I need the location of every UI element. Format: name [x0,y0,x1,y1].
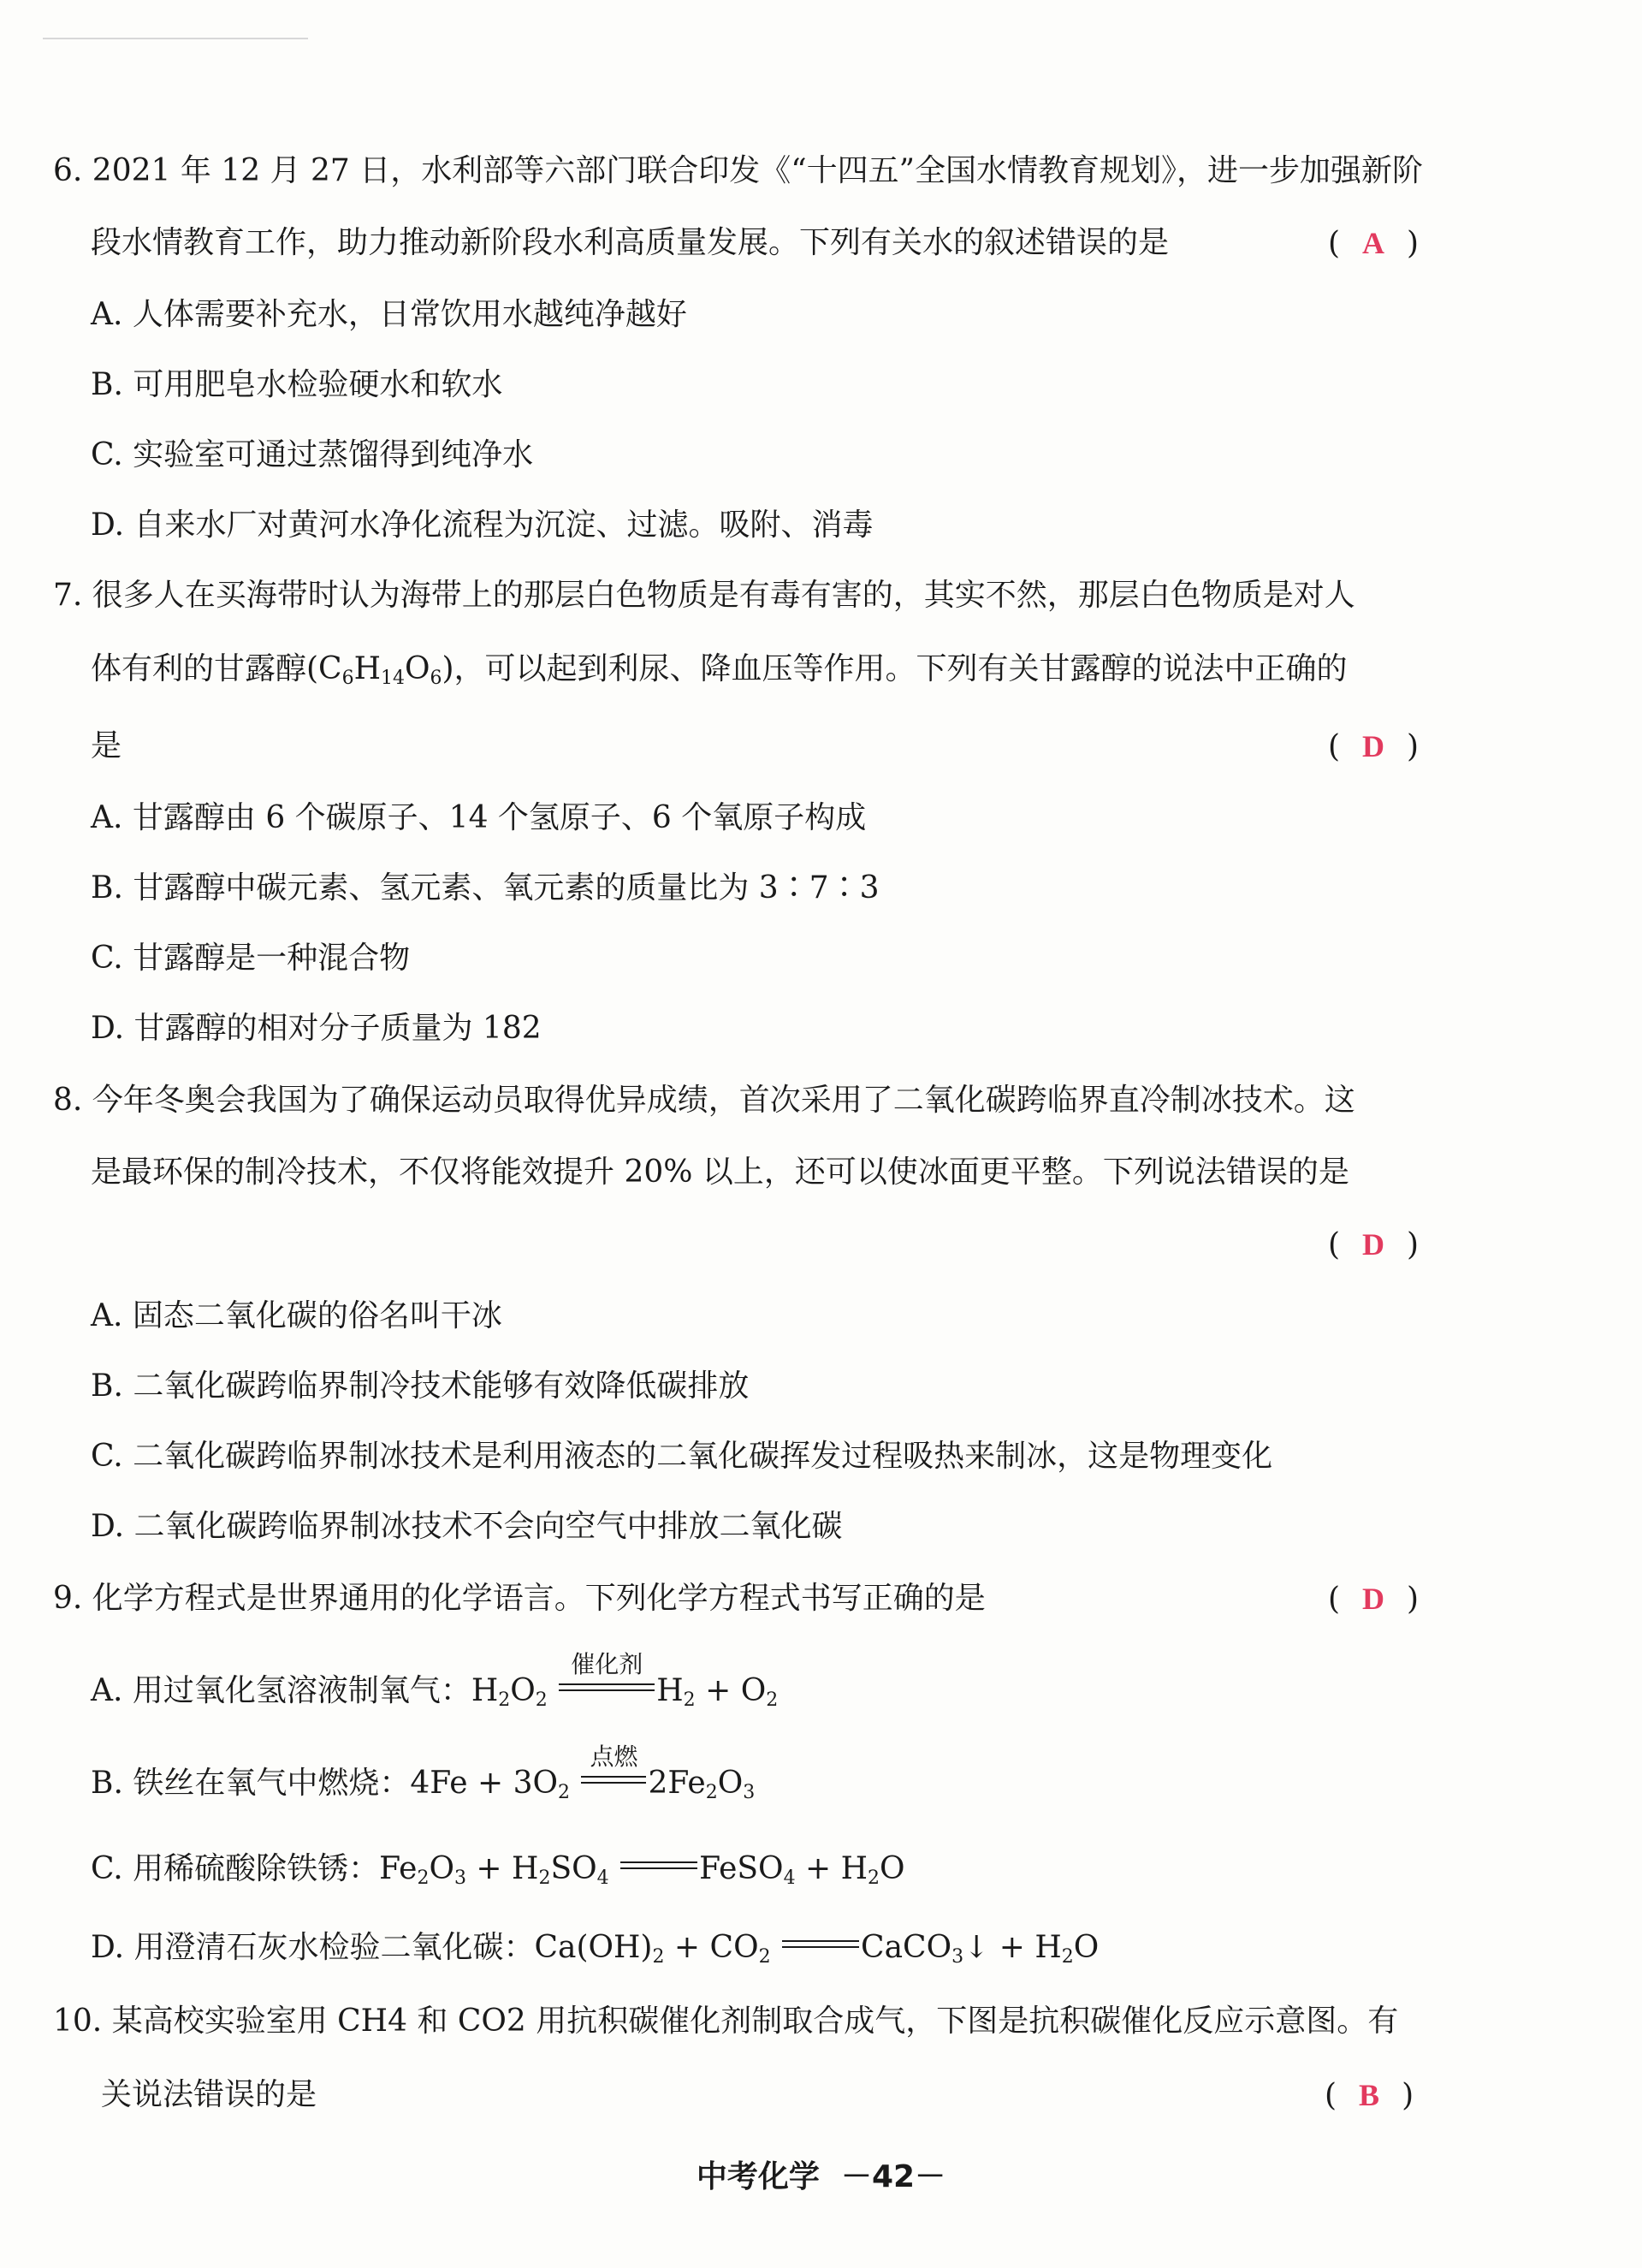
q7-answer-bracket: ( D ) [1328,729,1420,764]
q10-answer: B [1359,2078,1380,2112]
q9-option-a: A. 用过氧化氢溶液制氧气：$H_2O_2$ 催化剂 $H_2 + O_2$ [91,1650,779,1711]
page-footer [0,2157,1642,2198]
q8-answer: D [1362,1227,1385,1262]
q8-answer-bracket: ( D ) [1328,1227,1420,1262]
reaction-equals [782,1935,859,1952]
q9-option-c: C. 用稀硫酸除铁锈：$Fe_2O_3 + H_2SO_4$ FeSO$_4$ + $H_2O$ [91,1851,905,1889]
reaction-arrow-catalyst: 催化剂 [559,1678,655,1695]
q10-answer-bracket: ( B ) [1325,2078,1414,2113]
q7-stem-line3: 是 [91,728,122,763]
q7-stem-line2: 体有利的甘露醇$(C_6H_{14}O_6)$，可以起到利尿、降血压等作用。下列有关甘露醇的说法中正确的 [91,651,1348,689]
q6-option-b: B. 可用肥皂水检验硬水和软水 [91,367,503,402]
q8-stem-line1: 8. 今年冬奥会我国为了确保运动员取得优异成绩，首次采用了二氧化碳跨临界直冷制冰技术。这 [53,1083,1355,1118]
reaction-equals [620,1856,697,1873]
q9-option-d: D. 用澄清石灰水检验二氧化碳：$Ca(OH)_2 + CO_2$ CaCO$_3$↓ + $H_2O$ [91,1930,1100,1968]
q6-stem-line2: 段水情教育工作，助力推动新阶段水利高质量发展。下列有关水的叙述错误的是 [91,225,1170,260]
q10-stem-line1: 10. 某高校实验室用 CH4 和 CO2 用抗积碳催化剂制取合成气，下图是抗积碳催化反应示意图。有 [53,2004,1399,2039]
q8-option-a: A. 固态二氧化碳的俗名叫干冰 [91,1298,502,1333]
q9-answer: D [1362,1582,1385,1616]
q9-option-b: B. 铁丝在氧气中燃烧：$4Fe + 3O_2$ 点燃 $2Fe_2O_3$ [91,1743,756,1803]
footer-subject: 中考化学 [696,2159,820,2194]
q7-answer: D [1362,729,1385,763]
q7-option-a: A. 甘露醇由 6 个碳原子、14 个氢原子、6 个氧原子构成 [91,800,867,835]
q6-option-a: A. 人体需要补充水，日常饮用水越纯净越好 [91,297,687,332]
q8-option-c: C. 二氧化碳跨临界制冰技术是利用液态的二氧化碳挥发过程吸热来制冰，这是物理变化 [91,1439,1273,1474]
q8-option-b: B. 二氧化碳跨临界制冷技术能够有效降低碳排放 [91,1369,750,1404]
q8-option-d: D. 二氧化碳跨临界制冰技术不会向空气中排放二氧化碳 [91,1509,843,1544]
q9-stem: 9. 化学方程式是世界通用的化学语言。下列化学方程式书写正确的是 [53,1581,986,1616]
q7-option-b: B. 甘露醇中碳元素、氢元素、氧元素的质量比为 3∶7∶3 [91,870,880,905]
q6-option-d: D. 自来水厂对黄河水净化流程为沉淀、过滤。吸附、消毒 [91,508,874,543]
reaction-arrow-ignite: 点燃 [581,1771,646,1788]
q9-answer-bracket: ( D ) [1328,1582,1420,1617]
q10-stem-line2: 关说法错误的是 [101,2077,317,2112]
page-number: －42－ [840,2159,946,2194]
q6-answer: A [1362,226,1385,260]
q8-stem-line2: 是最环保的制冷技术，不仅将能效提升 20% 以上，还可以使冰面更平整。下列说法错误的是 [91,1155,1349,1190]
q7-option-c: C. 甘露醇是一种混合物 [91,941,411,976]
q7-stem-line1: 7. 很多人在买海带时认为海带上的那层白色物质是有毒有害的，其实不然，那层白色物质是对人 [53,578,1355,613]
q6-stem-line1: 6. 2021 年 12 月 27 日，水利部等六部门联合印发《“十四五”全国水情教育规划》，进一步加强新阶 [53,153,1424,188]
q7-option-d: D. 甘露醇的相对分子质量为 182 [91,1011,542,1046]
q6-option-c: C. 实验室可通过蒸馏得到纯净水 [91,437,534,472]
q6-answer-bracket: ( A ) [1328,226,1420,261]
